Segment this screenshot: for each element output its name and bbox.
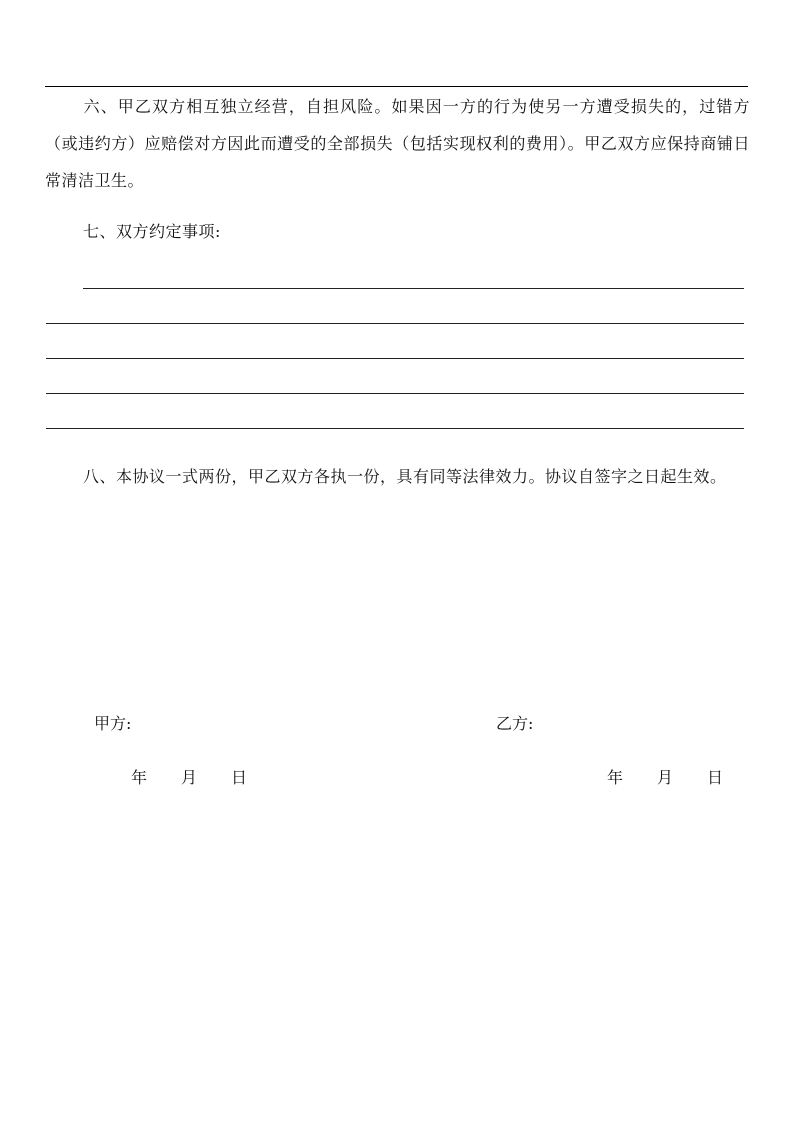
agreement-fill-line-1[interactable] [83,288,744,289]
agreement-fill-line-4[interactable] [46,393,744,394]
agreement-fill-line-5[interactable] [46,428,744,429]
party-b-date-year: 年 [607,768,624,787]
section-8-paragraph [45,458,750,495]
agreement-fill-line-2[interactable] [46,323,744,324]
party-b-date-month: 月 [657,768,674,787]
party-b-date [607,768,757,788]
party-b-date-day: 日 [707,768,724,787]
section-6-paragraph [45,88,750,199]
section-8-text: 八、本协议一式两份，甲乙双方各执一份，具有同等法律效力。协议自签字之日起生效。 [83,467,727,486]
party-a-date-month: 月 [181,768,198,787]
party-a-date-day: 日 [231,768,248,787]
party-a-date [131,768,281,788]
party-a-date-year: 年 [131,768,148,787]
section-7-heading: 七、双方约定事项: [83,222,221,241]
section-6-text: 六、甲乙双方相互独立经营，自担风险。如果因一方的行为使另一方遭受损失的，过错方（或违约方）应赔偿对方因此而遭受的全部损失（包括实现权利的费用）。甲乙双方应保持商铺日常清洁卫生。 [45,97,750,190]
agreement-fill-line-3[interactable] [46,358,744,359]
party-b-signature-label: 乙方: [496,714,534,733]
party-a-signature-label: 甲方: [94,714,132,733]
header-rule [45,86,748,87]
